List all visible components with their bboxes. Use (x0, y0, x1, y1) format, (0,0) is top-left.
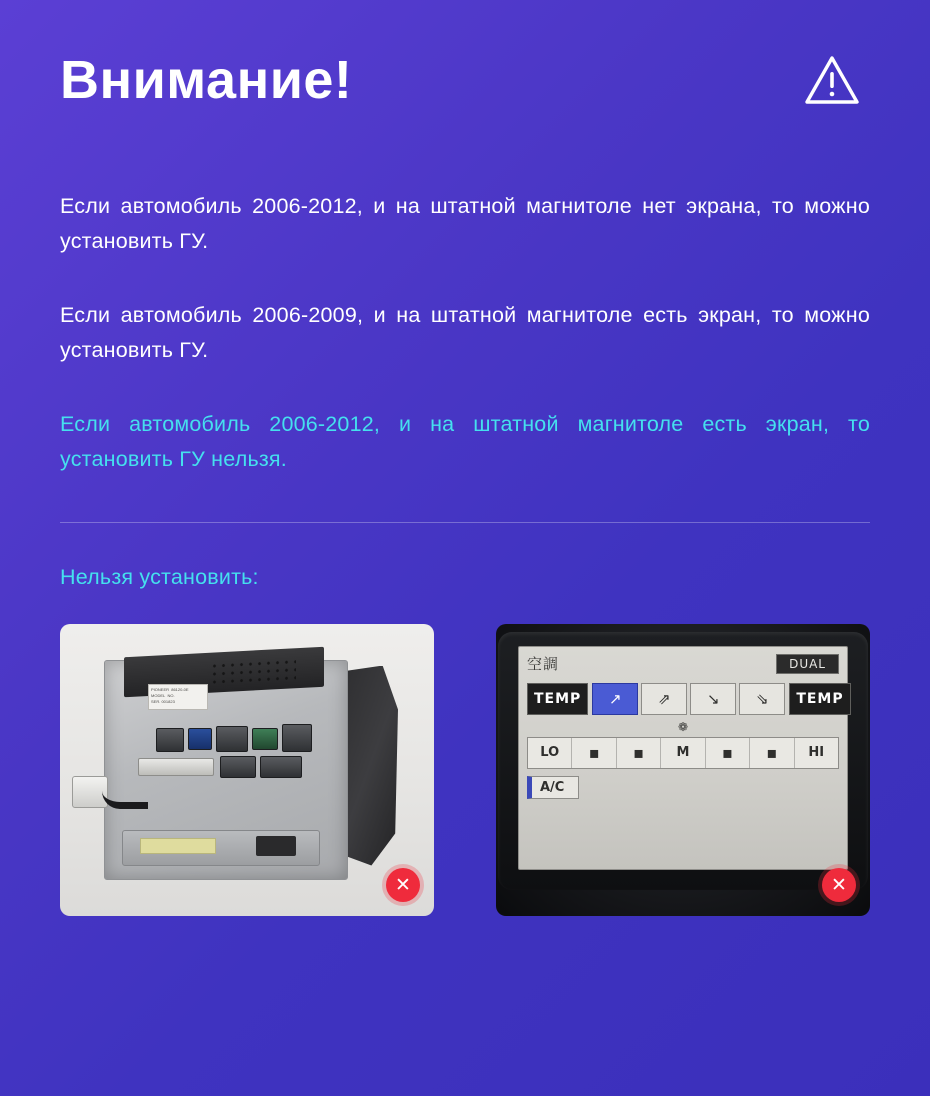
fan-hi-button[interactable]: HI (808, 745, 825, 760)
page-title: Внимание! (60, 50, 353, 110)
climate-control-screen-photo (496, 624, 870, 916)
connector-1 (156, 728, 184, 752)
airflow-mode-4-icon[interactable]: ⇘ (739, 683, 785, 715)
wire-harness (102, 784, 148, 809)
connector-7 (260, 756, 302, 778)
warning-triangle-icon (804, 52, 860, 108)
temp-right-button[interactable]: TEMP (789, 683, 850, 715)
head-unit-illustration (60, 624, 434, 916)
sticker (140, 838, 216, 854)
paragraph-2: Если автомобиль 2006-2009, и на штатной магнитоле есть экран, то можно установить ГУ. (60, 302, 870, 363)
not-allowed-badge: ✕ (822, 868, 856, 902)
airflow-mode-3-icon[interactable]: ↘ (690, 683, 736, 715)
fan-icon: ❁ (677, 719, 689, 734)
fan-step-2[interactable]: ▪ (617, 738, 661, 768)
paragraph-1: Если автомобиль 2006-2012, и на штатной магнитоле нет экрана, то можно установить ГУ. (60, 193, 870, 254)
screen-top-row (527, 653, 839, 675)
connector-3 (216, 726, 248, 752)
airflow-mode-1-icon[interactable]: ↗ (592, 683, 638, 715)
fan-step-3[interactable]: ▪ (706, 738, 750, 768)
panel-screen (518, 646, 848, 870)
connector-2 (188, 728, 212, 750)
fan-m-button[interactable]: M (661, 738, 705, 768)
bottom-connector (256, 836, 296, 856)
climate-panel-illustration (496, 624, 870, 916)
temp-left-button[interactable]: TEMP (527, 683, 588, 715)
temperature-row (527, 683, 844, 715)
card-header (60, 0, 870, 109)
connector-strip (138, 758, 214, 776)
unit-label: PIONEER 86120-0E MODEL NO. SER. 001823 (148, 684, 208, 710)
connector-5 (282, 724, 312, 752)
airflow-mode-2-icon[interactable]: ⇗ (641, 683, 687, 715)
fan-step-1[interactable]: ▪ (572, 738, 616, 768)
screen-bottom-row (527, 776, 839, 799)
stock-head-unit-photo (60, 624, 434, 916)
airflow-mode-group (592, 683, 785, 715)
cjk-label: 空調 (527, 655, 560, 673)
connector-6 (220, 756, 256, 778)
dual-badge: DUAL (776, 654, 839, 674)
fan-step-4[interactable]: ▪ (750, 738, 794, 768)
fan-lo-button[interactable]: LO (528, 738, 572, 768)
not-allowed-badge: ✕ (386, 868, 420, 902)
paragraph-3: Если автомобиль 2006-2012, и на штатной магнитоле есть экран, то установить ГУ нельзя. (60, 411, 870, 472)
subheading: Нельзя установить: (60, 564, 259, 589)
connector-4 (252, 728, 278, 750)
paragraph-list (60, 189, 870, 478)
vent-holes (210, 657, 296, 686)
ac-button[interactable]: A/C (527, 776, 579, 799)
fan-speed-row (527, 737, 839, 769)
photo-row (60, 624, 870, 916)
section-divider (60, 522, 870, 523)
